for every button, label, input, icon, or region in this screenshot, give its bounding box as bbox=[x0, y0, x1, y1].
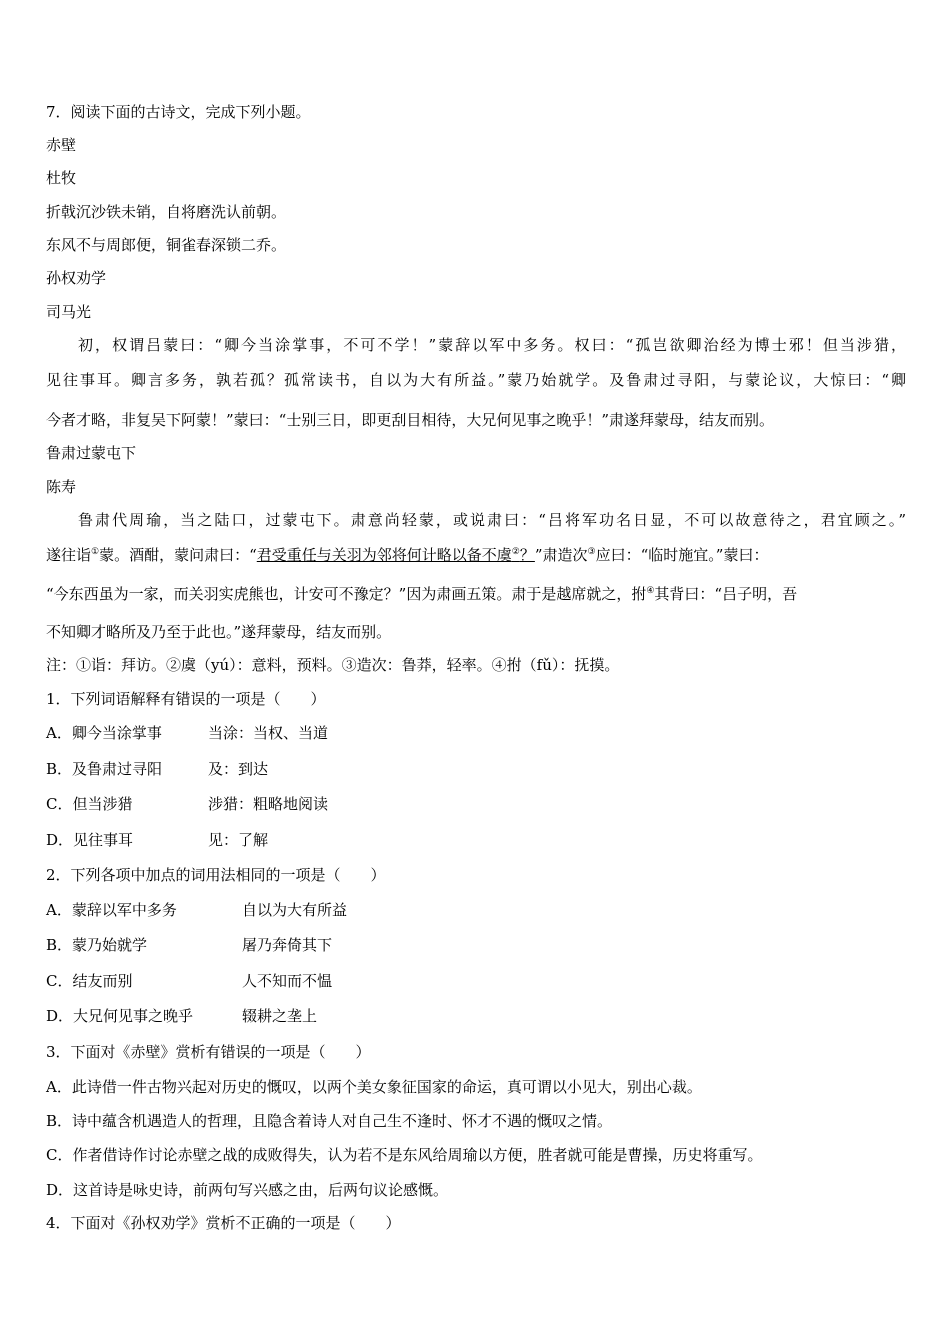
underlined-sentence: 君受重任与关羽为邻将何计略以备不虞②？ bbox=[256, 546, 535, 564]
q2-stem: 2．下列各项中加点的词用法相同的一项是（ ） bbox=[46, 866, 386, 884]
q3-stem: 3．下面对《赤壁》赏析有错误的一项是（ ） bbox=[46, 1043, 371, 1061]
footnote: 注：①诣：拜访。②虞（yú）：意料，预料。③造次：鲁莽，轻率。④拊（fǔ）：抚摸。 bbox=[46, 656, 620, 674]
passage2-text: ”肃造次 bbox=[534, 546, 588, 564]
passage1-author: 司马光 bbox=[46, 303, 92, 321]
poem-line: 东风不与周郎便，铜雀春深锁二乔。 bbox=[46, 236, 287, 254]
q4-stem: 4．下面对《孙权劝学》赏析不正确的一项是（ ） bbox=[46, 1214, 401, 1232]
q2-option-c-pair: 人不知而不愠 bbox=[242, 972, 333, 990]
q3-option-d[interactable]: D．这首诗是咏史诗，前两句写兴感之由，后两句议论感慨。 bbox=[46, 1181, 449, 1199]
q2-option-a[interactable]: A．蒙辞以军中多务 bbox=[46, 901, 177, 919]
passage2-title: 鲁肃过蒙屯下 bbox=[46, 444, 137, 462]
q1-option-c[interactable]: C．但当涉猎 bbox=[46, 795, 133, 813]
footnote-mark: ③ bbox=[587, 547, 596, 557]
passage2-line: 鲁肃代周瑜，当之陆口，过蒙屯下。肃意尚轻蒙，或说肃曰：“吕将军功名日显，不可以故意待之，君宜顾之。” bbox=[78, 511, 906, 529]
q2-option-a-pair: 自以为大有所益 bbox=[242, 901, 348, 919]
passage2-text: 其背曰：“吕子明，吾 bbox=[654, 585, 798, 603]
footnote-mark: ① bbox=[91, 547, 100, 557]
passage2-line bbox=[46, 584, 797, 604]
poem-title: 赤壁 bbox=[46, 136, 77, 154]
q1-option-b-gloss: 及：到达 bbox=[208, 760, 269, 778]
poem-line: 折戟沉沙铁未销，自将磨洗认前朝。 bbox=[46, 203, 287, 221]
passage2-text: 蒙。酒酣，蒙问肃曰：“ bbox=[99, 546, 257, 564]
passage2-text: 应曰：“临时施宜。”蒙曰： bbox=[595, 546, 769, 564]
footnote-mark: ② bbox=[511, 547, 520, 557]
q1-option-b[interactable]: B．及鲁肃过寻阳 bbox=[46, 760, 163, 778]
passage2-text: 遂往诣 bbox=[46, 546, 92, 564]
question-title: 7．阅读下面的古诗文，完成下列小题。 bbox=[46, 103, 311, 121]
q2-option-d-pair: 辍耕之垄上 bbox=[242, 1007, 318, 1025]
passage2-author: 陈寿 bbox=[46, 478, 77, 496]
passage2-text: “今东西虽为一家，而关羽实虎熊也，计安可不豫定？”因为肃画五策。肃于是越席就之，拊 bbox=[46, 585, 647, 603]
q1-option-a-gloss: 当涂：当权、当道 bbox=[208, 724, 329, 742]
passage1-line: 今者才略，非复吴下阿蒙！”蒙曰：“士别三日，即更刮目相待，大兄何见事之晚乎！”肃遂拜蒙母，结友而别。 bbox=[46, 411, 775, 429]
passage2-line: 不知卿才略所及乃至于此也。”遂拜蒙母，结友而别。 bbox=[46, 623, 392, 641]
poem-author: 杜牧 bbox=[46, 169, 77, 187]
q1-stem: 1．下列词语解释有错误的一项是（ ） bbox=[46, 690, 326, 708]
q1-option-c-gloss: 涉猎：粗略地阅读 bbox=[208, 795, 329, 813]
q3-option-c[interactable]: C．作者借诗作讨论赤壁之战的成败得失，认为若不是东风给周瑜以方便，胜者就可能是曹操，历史将重写。 bbox=[46, 1146, 763, 1164]
passage1-line: 见往事耳。卿言多务，孰若孤？孤常读书，自以为大有所益。”蒙乃始就学。及鲁肃过寻阳，与蒙论议，大惊曰：“卿 bbox=[46, 371, 906, 389]
q3-option-b[interactable]: B．诗中蕴含机遇造人的哲理，且隐含着诗人对自己生不逢时、怀才不遇的慨叹之情。 bbox=[46, 1112, 613, 1130]
passage1-line: 初，权谓吕蒙曰：“卿今当涂掌事，不可不学！”蒙辞以军中多务。权曰：“孤岂欲卿治经为博士邪！但当涉猎， bbox=[78, 336, 906, 354]
q1-option-d[interactable]: D．见往事耳 bbox=[46, 831, 134, 849]
q2-option-b-pair: 屠乃奔倚其下 bbox=[242, 936, 333, 954]
q2-option-c[interactable]: C．结友而别 bbox=[46, 972, 133, 990]
q1-option-a[interactable]: A．卿今当涂掌事 bbox=[46, 724, 162, 742]
passage2-line bbox=[46, 545, 768, 565]
q2-option-d[interactable]: D．大兄何见事之晚乎 bbox=[46, 1007, 194, 1025]
q3-option-a[interactable]: A．此诗借一件古物兴起对历史的慨叹，以两个美女象征国家的命运，真可谓以小见大，别出心裁。 bbox=[46, 1078, 702, 1096]
footnote-mark: ④ bbox=[646, 586, 655, 596]
q2-option-b[interactable]: B．蒙乃始就学 bbox=[46, 936, 148, 954]
q1-option-d-gloss: 见：了解 bbox=[208, 831, 269, 849]
passage1-title: 孙权劝学 bbox=[46, 269, 107, 287]
